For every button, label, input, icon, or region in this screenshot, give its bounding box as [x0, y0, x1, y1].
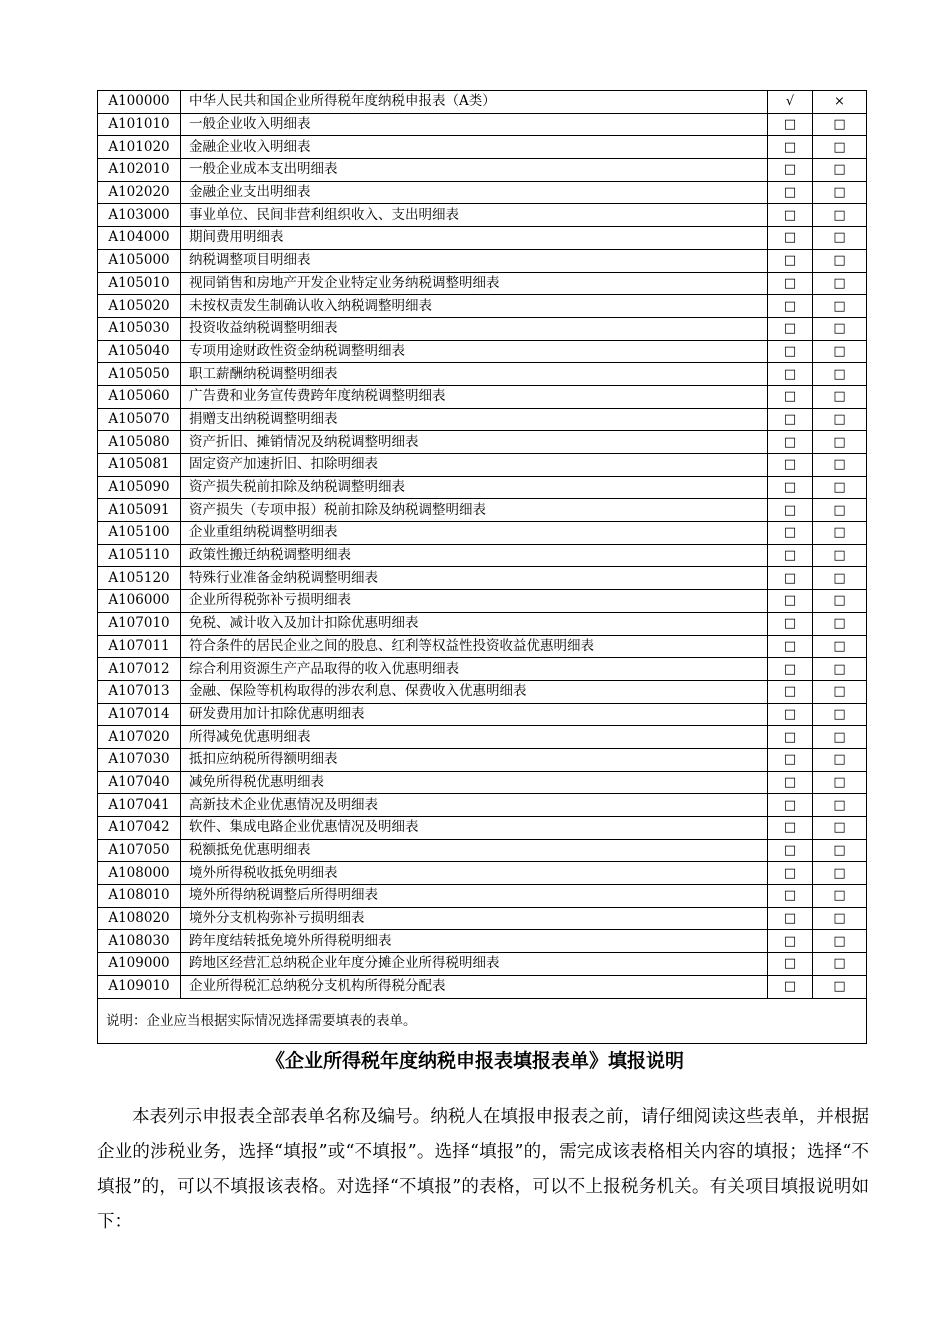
no-fill-checkbox[interactable]: □ — [813, 726, 867, 749]
no-fill-checkbox[interactable]: □ — [813, 454, 867, 477]
no-fill-checkbox[interactable]: □ — [813, 249, 867, 272]
fill-checkbox[interactable]: □ — [768, 930, 813, 953]
table-row — [98, 340, 867, 363]
form-name: 资产损失（专项申报）税前扣除及纳税调整明细表 — [181, 499, 768, 522]
form-code: A108030 — [98, 930, 181, 953]
form-name: 免税、减计收入及加计扣除优惠明细表 — [181, 612, 768, 635]
no-fill-checkbox[interactable]: □ — [813, 476, 867, 499]
form-code: A109010 — [98, 975, 181, 998]
no-fill-checkbox[interactable]: □ — [813, 159, 867, 182]
no-fill-checkbox[interactable]: □ — [813, 862, 867, 885]
table-row — [98, 272, 867, 295]
no-fill-checkbox[interactable]: □ — [813, 295, 867, 318]
fill-checkbox[interactable]: □ — [768, 839, 813, 862]
form-name: 境外所得税收抵免明细表 — [181, 862, 768, 885]
fill-checkbox[interactable]: □ — [768, 454, 813, 477]
fill-checkbox[interactable]: √ — [768, 91, 813, 114]
table-row — [98, 522, 867, 545]
table-row — [98, 385, 867, 408]
table-row — [98, 771, 867, 794]
form-name: 期间费用明细表 — [181, 227, 768, 250]
form-name: 捐赠支出纳税调整明细表 — [181, 408, 768, 431]
fill-checkbox[interactable]: □ — [768, 317, 813, 340]
no-fill-checkbox[interactable]: □ — [813, 499, 867, 522]
form-name: 所得减免优惠明细表 — [181, 726, 768, 749]
form-code: A107040 — [98, 771, 181, 794]
form-code: A107011 — [98, 635, 181, 658]
table-row — [98, 204, 867, 227]
table-row — [98, 635, 867, 658]
form-name: 税额抵免优惠明细表 — [181, 839, 768, 862]
form-code: A105010 — [98, 272, 181, 295]
no-fill-checkbox[interactable]: □ — [813, 317, 867, 340]
no-fill-checkbox[interactable]: □ — [813, 930, 867, 953]
no-fill-checkbox[interactable]: □ — [813, 431, 867, 454]
table-row — [98, 590, 867, 613]
form-code: A107013 — [98, 680, 181, 703]
form-code: A101020 — [98, 136, 181, 159]
form-name: 固定资产加速折旧、扣除明细表 — [181, 454, 768, 477]
fill-checkbox[interactable]: □ — [768, 612, 813, 635]
no-fill-checkbox[interactable]: □ — [813, 748, 867, 771]
form-code: A105081 — [98, 454, 181, 477]
no-fill-checkbox[interactable]: □ — [813, 635, 867, 658]
form-code: A106000 — [98, 590, 181, 613]
no-fill-checkbox[interactable]: □ — [813, 658, 867, 681]
table-row — [98, 975, 867, 998]
form-name: 抵扣应纳税所得额明细表 — [181, 748, 768, 771]
table-row — [98, 544, 867, 567]
fill-checkbox[interactable]: □ — [768, 953, 813, 976]
table-row — [98, 431, 867, 454]
form-name: 未按权责发生制确认收入纳税调整明细表 — [181, 295, 768, 318]
table-row — [98, 159, 867, 182]
form-name: 视同销售和房地产开发企业特定业务纳税调整明细表 — [181, 272, 768, 295]
instructions-paragraph: 本表列示申报表全部表单名称及编号。纳税人在填报申报表之前，请仔细阅读这些表单，并根据企业的涉税业务，选择“填报”或“不填报”。选择“填报”的，需完成该表格相关内容的填报；选择“不填报”的，可以不填报该表格。对选择“不填报”的表格，可以不上报税务机关。有关项目填报说明如下： — [97, 1107, 869, 1232]
form-code: A107012 — [98, 658, 181, 681]
no-fill-checkbox[interactable]: □ — [813, 385, 867, 408]
form-name: 企业重组纳税调整明细表 — [181, 522, 768, 545]
fill-checkbox[interactable]: □ — [768, 975, 813, 998]
no-fill-checkbox[interactable]: □ — [813, 907, 867, 930]
fill-checkbox[interactable]: □ — [768, 817, 813, 840]
table-row — [98, 476, 867, 499]
no-fill-checkbox[interactable]: × — [813, 91, 867, 114]
no-fill-checkbox[interactable]: □ — [813, 136, 867, 159]
no-fill-checkbox[interactable]: □ — [813, 340, 867, 363]
form-name: 金融、保险等机构取得的涉农利息、保费收入优惠明细表 — [181, 680, 768, 703]
form-name: 一般企业收入明细表 — [181, 113, 768, 136]
fill-checkbox[interactable]: □ — [768, 272, 813, 295]
fill-checkbox[interactable]: □ — [768, 567, 813, 590]
fill-checkbox[interactable]: □ — [768, 726, 813, 749]
table-row — [98, 454, 867, 477]
fill-checkbox[interactable]: □ — [768, 159, 813, 182]
no-fill-checkbox[interactable]: □ — [813, 363, 867, 386]
no-fill-checkbox[interactable]: □ — [813, 181, 867, 204]
form-name: 高新技术企业优惠情况及明细表 — [181, 794, 768, 817]
fill-checkbox[interactable]: □ — [768, 748, 813, 771]
fill-checkbox[interactable]: □ — [768, 476, 813, 499]
table-row — [98, 136, 867, 159]
note-row — [98, 998, 867, 1043]
no-fill-checkbox[interactable]: □ — [813, 612, 867, 635]
fill-checkbox[interactable]: □ — [768, 340, 813, 363]
fill-checkbox[interactable]: □ — [768, 703, 813, 726]
fill-checkbox[interactable]: □ — [768, 907, 813, 930]
fill-checkbox[interactable]: □ — [768, 499, 813, 522]
fill-checkbox[interactable]: □ — [768, 862, 813, 885]
fill-checkbox[interactable]: □ — [768, 680, 813, 703]
form-code: A107050 — [98, 839, 181, 862]
form-code: A107014 — [98, 703, 181, 726]
form-name: 软件、集成电路企业优惠情况及明细表 — [181, 817, 768, 840]
fill-checkbox[interactable]: □ — [768, 204, 813, 227]
no-fill-checkbox[interactable]: □ — [813, 204, 867, 227]
fill-checkbox[interactable]: □ — [768, 181, 813, 204]
form-code: A105020 — [98, 295, 181, 318]
table-row — [98, 839, 867, 862]
instructions-title: 《企业所得税年度纳税申报表填报表单》填报说明 — [265, 1050, 684, 1072]
fill-checkbox[interactable]: □ — [768, 385, 813, 408]
table-row — [98, 862, 867, 885]
form-code: A105091 — [98, 499, 181, 522]
no-fill-checkbox[interactable]: □ — [813, 272, 867, 295]
form-code: A108010 — [98, 885, 181, 908]
form-code: A105080 — [98, 431, 181, 454]
fill-checkbox[interactable]: □ — [768, 544, 813, 567]
form-code: A107042 — [98, 817, 181, 840]
form-name: 符合条件的居民企业之间的股息、红利等权益性投资收益优惠明细表 — [181, 635, 768, 658]
no-fill-checkbox[interactable]: □ — [813, 953, 867, 976]
fill-checkbox[interactable]: □ — [768, 227, 813, 250]
form-name: 广告费和业务宣传费跨年度纳税调整明细表 — [181, 385, 768, 408]
table-row — [98, 113, 867, 136]
table-row — [98, 91, 867, 114]
no-fill-checkbox[interactable]: □ — [813, 975, 867, 998]
form-name: 一般企业成本支出明细表 — [181, 159, 768, 182]
no-fill-checkbox[interactable]: □ — [813, 408, 867, 431]
form-code: A107020 — [98, 726, 181, 749]
form-name: 中华人民共和国企业所得税年度纳税申报表（A类） — [181, 91, 768, 114]
table-row — [98, 363, 867, 386]
form-name: 职工薪酬纳税调整明细表 — [181, 363, 768, 386]
form-name: 专项用途财政性资金纳税调整明细表 — [181, 340, 768, 363]
fill-checkbox[interactable]: □ — [768, 590, 813, 613]
form-code: A100000 — [98, 91, 181, 114]
form-name: 跨年度结转抵免境外所得税明细表 — [181, 930, 768, 953]
no-fill-checkbox[interactable]: □ — [813, 839, 867, 862]
fill-checkbox[interactable]: □ — [768, 113, 813, 136]
fill-checkbox[interactable]: □ — [768, 771, 813, 794]
form-code: A105000 — [98, 249, 181, 272]
table-row — [98, 817, 867, 840]
form-code: A103000 — [98, 204, 181, 227]
table-row — [98, 953, 867, 976]
no-fill-checkbox[interactable]: □ — [813, 113, 867, 136]
table-row — [98, 181, 867, 204]
form-code: A105090 — [98, 476, 181, 499]
form-code: A105100 — [98, 522, 181, 545]
form-list-table — [97, 90, 867, 1044]
form-name: 企业所得税弥补亏损明细表 — [181, 590, 768, 613]
form-name: 事业单位、民间非营利组织收入、支出明细表 — [181, 204, 768, 227]
no-fill-checkbox[interactable]: □ — [813, 567, 867, 590]
table-row — [98, 567, 867, 590]
table-row — [98, 794, 867, 817]
table-row — [98, 612, 867, 635]
fill-checkbox[interactable]: □ — [768, 431, 813, 454]
no-fill-checkbox[interactable]: □ — [813, 544, 867, 567]
form-name: 研发费用加计扣除优惠明细表 — [181, 703, 768, 726]
table-row — [98, 748, 867, 771]
form-name: 资产折旧、摊销情况及纳税调整明细表 — [181, 431, 768, 454]
table-row — [98, 726, 867, 749]
table-row — [98, 317, 867, 340]
fill-checkbox[interactable]: □ — [768, 408, 813, 431]
table-row — [98, 703, 867, 726]
no-fill-checkbox[interactable]: □ — [813, 794, 867, 817]
form-list-body — [98, 91, 867, 999]
form-code: A105120 — [98, 567, 181, 590]
form-name: 资产损失税前扣除及纳税调整明细表 — [181, 476, 768, 499]
form-code: A105050 — [98, 363, 181, 386]
fill-checkbox[interactable]: □ — [768, 885, 813, 908]
form-name: 投资收益纳税调整明细表 — [181, 317, 768, 340]
fill-checkbox[interactable]: □ — [768, 635, 813, 658]
table-row — [98, 499, 867, 522]
form-name: 特殊行业准备金纳税调整明细表 — [181, 567, 768, 590]
form-code: A108020 — [98, 907, 181, 930]
form-code: A105070 — [98, 408, 181, 431]
table-row — [98, 408, 867, 431]
table-row — [98, 930, 867, 953]
form-code: A107041 — [98, 794, 181, 817]
fill-checkbox[interactable]: □ — [768, 522, 813, 545]
form-code: A109000 — [98, 953, 181, 976]
form-code: A101010 — [98, 113, 181, 136]
no-fill-checkbox[interactable]: □ — [813, 680, 867, 703]
table-note: 说明：企业应当根据实际情况选择需要填表的表单。 — [98, 998, 867, 1043]
fill-checkbox[interactable]: □ — [768, 658, 813, 681]
form-name: 减免所得税优惠明细表 — [181, 771, 768, 794]
table-row — [98, 249, 867, 272]
fill-checkbox[interactable]: □ — [768, 295, 813, 318]
form-name: 金融企业支出明细表 — [181, 181, 768, 204]
no-fill-checkbox[interactable]: □ — [813, 590, 867, 613]
form-name: 综合利用资源生产产品取得的收入优惠明细表 — [181, 658, 768, 681]
form-code: A105060 — [98, 385, 181, 408]
form-code: A102020 — [98, 181, 181, 204]
form-name: 企业所得税汇总纳税分支机构所得税分配表 — [181, 975, 768, 998]
form-code: A105040 — [98, 340, 181, 363]
form-name: 纳税调整项目明细表 — [181, 249, 768, 272]
fill-checkbox[interactable]: □ — [768, 794, 813, 817]
form-code: A104000 — [98, 227, 181, 250]
no-fill-checkbox[interactable]: □ — [813, 703, 867, 726]
fill-checkbox[interactable]: □ — [768, 363, 813, 386]
table-row — [98, 227, 867, 250]
form-name: 跨地区经营汇总纳税企业年度分摊企业所得税明细表 — [181, 953, 768, 976]
no-fill-checkbox[interactable]: □ — [813, 227, 867, 250]
table-row — [98, 907, 867, 930]
form-name: 境外分支机构弥补亏损明细表 — [181, 907, 768, 930]
fill-checkbox[interactable]: □ — [768, 249, 813, 272]
form-name: 政策性搬迁纳税调整明细表 — [181, 544, 768, 567]
form-code: A102010 — [98, 159, 181, 182]
table-row — [98, 295, 867, 318]
form-name: 境外所得纳税调整后所得明细表 — [181, 885, 768, 908]
no-fill-checkbox[interactable]: □ — [813, 885, 867, 908]
form-code: A108000 — [98, 862, 181, 885]
form-name: 金融企业收入明细表 — [181, 136, 768, 159]
no-fill-checkbox[interactable]: □ — [813, 817, 867, 840]
form-code: A105110 — [98, 544, 181, 567]
fill-checkbox[interactable]: □ — [768, 136, 813, 159]
table-row — [98, 658, 867, 681]
table-row — [98, 885, 867, 908]
form-code: A107030 — [98, 748, 181, 771]
no-fill-checkbox[interactable]: □ — [813, 771, 867, 794]
no-fill-checkbox[interactable]: □ — [813, 522, 867, 545]
form-code: A107010 — [98, 612, 181, 635]
form-code: A105030 — [98, 317, 181, 340]
table-row — [98, 680, 867, 703]
